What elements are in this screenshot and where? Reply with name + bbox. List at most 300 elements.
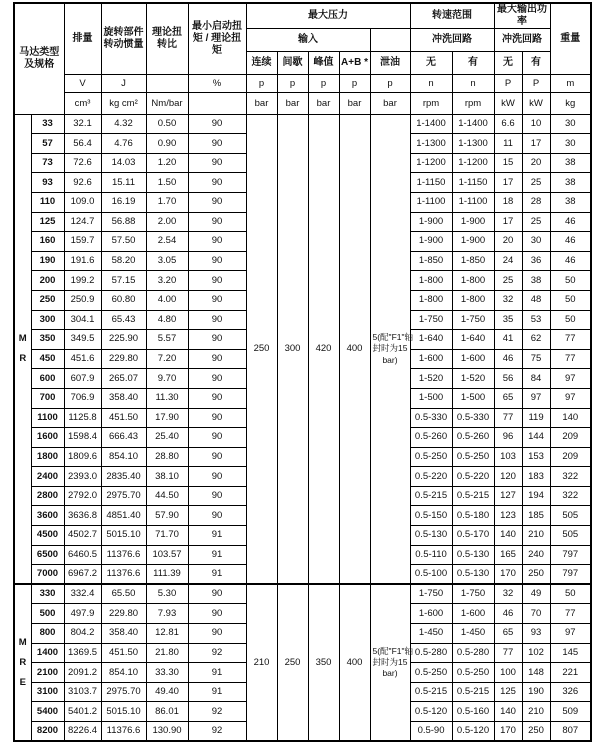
speed-without-flush: 0.5-250 xyxy=(410,663,452,683)
power-with-flush: 28 xyxy=(522,192,550,212)
speed-without-flush: 1-640 xyxy=(410,330,452,350)
model-size: 2400 xyxy=(31,467,64,487)
speed-with-flush: 0.5-215 xyxy=(452,486,494,506)
speed-without-flush: 1-450 xyxy=(410,624,452,644)
speed-with-flush: 0.5-280 xyxy=(452,643,494,663)
unit-cell-2: Nm/bar xyxy=(146,92,188,114)
power-without-flush: 17 xyxy=(494,173,522,193)
power-without-flush: 100 xyxy=(494,663,522,683)
speed-without-flush: 1-600 xyxy=(410,349,452,369)
displacement-value: 199.2 xyxy=(64,271,101,291)
torque-ratio-value: 0.90 xyxy=(146,134,188,154)
header-input: 输入 xyxy=(246,28,370,51)
power-with-flush: 25 xyxy=(522,173,550,193)
header-speed-without-flush: 无 xyxy=(410,51,452,74)
torque-ratio-value: 130.90 xyxy=(146,722,188,742)
speed-without-flush: 0.5-250 xyxy=(410,447,452,467)
power-with-flush: 10 xyxy=(522,114,550,134)
min-start-torque-value: 90 xyxy=(188,251,246,271)
min-start-torque-value: 90 xyxy=(188,212,246,232)
power-without-flush: 170 xyxy=(494,565,522,585)
torque-ratio-value: 44.50 xyxy=(146,486,188,506)
power-with-flush: 210 xyxy=(522,526,550,546)
speed-without-flush: 0.5-280 xyxy=(410,643,452,663)
power-without-flush: 103 xyxy=(494,447,522,467)
displacement-value: 2393.0 xyxy=(64,467,101,487)
symbol-cell-7: p xyxy=(339,74,370,92)
power-without-flush: 17 xyxy=(494,212,522,232)
power-with-flush: 210 xyxy=(522,702,550,722)
displacement-value: 497.9 xyxy=(64,604,101,624)
torque-ratio-value: 1.70 xyxy=(146,192,188,212)
min-start-torque-value: 91 xyxy=(188,663,246,683)
power-with-flush: 97 xyxy=(522,388,550,408)
displacement-value: 349.5 xyxy=(64,330,101,350)
torque-ratio-value: 5.30 xyxy=(146,584,188,604)
power-without-flush: 46 xyxy=(494,349,522,369)
inertia-value: 2975.70 xyxy=(101,486,146,506)
inertia-value: 666.43 xyxy=(101,428,146,448)
power-without-flush: 35 xyxy=(494,310,522,330)
weight-value: 209 xyxy=(550,447,591,467)
torque-ratio-value: 12.81 xyxy=(146,624,188,644)
speed-without-flush: 1-800 xyxy=(410,271,452,291)
header-weight: 重量 xyxy=(550,3,591,74)
power-without-flush: 77 xyxy=(494,643,522,663)
inertia-value: 225.90 xyxy=(101,330,146,350)
inertia-value: 229.80 xyxy=(101,349,146,369)
speed-with-flush: 0.5-180 xyxy=(452,506,494,526)
displacement-value: 109.0 xyxy=(64,192,101,212)
min-start-torque-value: 90 xyxy=(188,349,246,369)
min-start-torque-value: 90 xyxy=(188,467,246,487)
weight-value: 97 xyxy=(550,369,591,389)
symbol-cell-11: P xyxy=(494,74,522,92)
header-drain: 泄油 xyxy=(370,51,410,74)
inertia-value: 854.10 xyxy=(101,447,146,467)
power-with-flush: 48 xyxy=(522,290,550,310)
symbol-cell-9: n xyxy=(410,74,452,92)
min-start-torque-value: 90 xyxy=(188,408,246,428)
pressure-intermittent-MRE: 250 xyxy=(277,584,308,741)
table-body xyxy=(14,114,591,741)
speed-with-flush: 1-520 xyxy=(452,369,494,389)
symbol-cell-5: p xyxy=(277,74,308,92)
weight-value: 30 xyxy=(550,134,591,154)
inertia-value: 451.50 xyxy=(101,643,146,663)
power-with-flush: 84 xyxy=(522,369,550,389)
unit-cell-13: kg xyxy=(550,92,591,114)
header-peak: 峰值 xyxy=(308,51,339,74)
power-with-flush: 49 xyxy=(522,584,550,604)
header-max-pressure: 最大压力 xyxy=(246,3,410,28)
speed-without-flush: 0.5-100 xyxy=(410,565,452,585)
unit-cell-4: bar xyxy=(246,92,277,114)
displacement-value: 2792.0 xyxy=(64,486,101,506)
unit-cell-3 xyxy=(188,92,246,114)
model-size: 4500 xyxy=(31,526,64,546)
model-size: 330 xyxy=(31,584,64,604)
inertia-value: 5015.10 xyxy=(101,702,146,722)
power-with-flush: 194 xyxy=(522,486,550,506)
model-size: 450 xyxy=(31,349,64,369)
power-without-flush: 165 xyxy=(494,545,522,565)
model-size: 350 xyxy=(31,330,64,350)
header-motor-type: 马达类型及规格 xyxy=(14,3,64,114)
power-without-flush: 125 xyxy=(494,682,522,702)
weight-value: 140 xyxy=(550,408,591,428)
min-start-torque-value: 90 xyxy=(188,506,246,526)
min-start-torque-value: 90 xyxy=(188,447,246,467)
speed-with-flush: 1-500 xyxy=(452,388,494,408)
weight-value: 46 xyxy=(550,251,591,271)
pressure-continuous-MRE: 210 xyxy=(246,584,277,741)
min-start-torque-value: 90 xyxy=(188,369,246,389)
weight-value: 77 xyxy=(550,349,591,369)
displacement-value: 804.2 xyxy=(64,624,101,644)
inertia-value: 358.40 xyxy=(101,388,146,408)
header-speed-range: 转速范围 xyxy=(410,3,494,28)
inertia-value: 65.43 xyxy=(101,310,146,330)
power-with-flush: 53 xyxy=(522,310,550,330)
speed-without-flush: 1-1300 xyxy=(410,134,452,154)
speed-without-flush: 1-600 xyxy=(410,604,452,624)
power-with-flush: 30 xyxy=(522,232,550,252)
weight-value: 505 xyxy=(550,526,591,546)
inertia-value: 60.80 xyxy=(101,290,146,310)
model-size: 160 xyxy=(31,232,64,252)
torque-ratio-value: 25.40 xyxy=(146,428,188,448)
header-intermittent: 间歇 xyxy=(277,51,308,74)
speed-without-flush: 0.5-330 xyxy=(410,408,452,428)
header-flush-circuit-speed: 冲洗回路 xyxy=(410,28,494,51)
torque-ratio-value: 7.93 xyxy=(146,604,188,624)
speed-with-flush: 0.5-120 xyxy=(452,722,494,742)
speed-with-flush: 0.5-130 xyxy=(452,545,494,565)
speed-without-flush: 0.5-220 xyxy=(410,467,452,487)
pressure-peak-MR: 420 xyxy=(308,114,339,584)
symbol-cell-3: % xyxy=(188,74,246,92)
power-with-flush: 250 xyxy=(522,565,550,585)
torque-ratio-value: 111.39 xyxy=(146,565,188,585)
speed-without-flush: 0.5-150 xyxy=(410,506,452,526)
unit-cell-0: cm³ xyxy=(64,92,101,114)
inertia-value: 5015.10 xyxy=(101,526,146,546)
inertia-value: 2975.70 xyxy=(101,682,146,702)
speed-with-flush: 1-1100 xyxy=(452,192,494,212)
displacement-value: 191.6 xyxy=(64,251,101,271)
displacement-value: 4502.7 xyxy=(64,526,101,546)
model-size: 8200 xyxy=(31,722,64,742)
inertia-value: 11376.6 xyxy=(101,565,146,585)
speed-without-flush: 1-850 xyxy=(410,251,452,271)
speed-with-flush: 0.5-160 xyxy=(452,702,494,722)
inertia-value: 58.20 xyxy=(101,251,146,271)
torque-ratio-value: 3.20 xyxy=(146,271,188,291)
displacement-value: 2091.2 xyxy=(64,663,101,683)
torque-ratio-value: 3.05 xyxy=(146,251,188,271)
speed-with-flush: 1-1300 xyxy=(452,134,494,154)
section-letter: R xyxy=(19,352,27,364)
torque-ratio-value: 49.40 xyxy=(146,682,188,702)
power-without-flush: 170 xyxy=(494,722,522,742)
symbol-cell-8: p xyxy=(370,74,410,92)
model-size: 1100 xyxy=(31,408,64,428)
min-start-torque-value: 90 xyxy=(188,604,246,624)
torque-ratio-value: 11.30 xyxy=(146,388,188,408)
speed-with-flush: 0.5-130 xyxy=(452,565,494,585)
weight-value: 38 xyxy=(550,153,591,173)
section-letter: M xyxy=(18,333,27,345)
weight-value: 322 xyxy=(550,467,591,487)
inertia-value: 14.03 xyxy=(101,153,146,173)
speed-with-flush: 1-800 xyxy=(452,290,494,310)
power-without-flush: 120 xyxy=(494,467,522,487)
model-size: 6500 xyxy=(31,545,64,565)
displacement-value: 607.9 xyxy=(64,369,101,389)
section-letter: E xyxy=(19,676,26,688)
min-start-torque-value: 90 xyxy=(188,192,246,212)
speed-without-flush: 1-900 xyxy=(410,212,452,232)
torque-ratio-value: 7.20 xyxy=(146,349,188,369)
weight-value: 50 xyxy=(550,310,591,330)
speed-without-flush: 0.5-130 xyxy=(410,526,452,546)
weight-value: 97 xyxy=(550,624,591,644)
displacement-value: 304.1 xyxy=(64,310,101,330)
power-with-flush: 62 xyxy=(522,330,550,350)
model-size: 2100 xyxy=(31,663,64,683)
power-without-flush: 56 xyxy=(494,369,522,389)
weight-value: 50 xyxy=(550,584,591,604)
power-without-flush: 18 xyxy=(494,192,522,212)
section-label-MRE xyxy=(14,584,31,741)
model-size: 93 xyxy=(31,173,64,193)
displacement-value: 6967.2 xyxy=(64,565,101,585)
weight-value: 326 xyxy=(550,682,591,702)
torque-ratio-value: 71.70 xyxy=(146,526,188,546)
header-torque-ratio: 理论扭转比 xyxy=(146,3,188,74)
model-size: 1800 xyxy=(31,447,64,467)
speed-with-flush: 0.5-220 xyxy=(452,467,494,487)
speed-without-flush: 0.5-110 xyxy=(410,545,452,565)
weight-value: 77 xyxy=(550,604,591,624)
inertia-value: 229.80 xyxy=(101,604,146,624)
header-power-without-flush: 无 xyxy=(494,51,522,74)
displacement-value: 6460.5 xyxy=(64,545,101,565)
table-row-MRE-330 xyxy=(14,584,591,604)
speed-without-flush: 0.5-90 xyxy=(410,722,452,742)
model-size: 800 xyxy=(31,624,64,644)
model-size: 1600 xyxy=(31,428,64,448)
torque-ratio-value: 21.80 xyxy=(146,643,188,663)
speed-with-flush: 0.5-260 xyxy=(452,428,494,448)
pressure-intermittent-MR: 300 xyxy=(277,114,308,584)
power-without-flush: 15 xyxy=(494,153,522,173)
min-start-torque-value: 90 xyxy=(188,173,246,193)
torque-ratio-value: 2.00 xyxy=(146,212,188,232)
displacement-value: 3636.8 xyxy=(64,506,101,526)
model-size: 73 xyxy=(31,153,64,173)
speed-with-flush: 1-1400 xyxy=(452,114,494,134)
power-without-flush: 127 xyxy=(494,486,522,506)
header-inertia: 旋转部件转动惯量 xyxy=(101,3,146,74)
speed-without-flush: 1-1150 xyxy=(410,173,452,193)
min-start-torque-value: 92 xyxy=(188,643,246,663)
inertia-value: 2835.40 xyxy=(101,467,146,487)
symbol-cell-12: P xyxy=(522,74,550,92)
speed-with-flush: 1-900 xyxy=(452,232,494,252)
inertia-value: 65.50 xyxy=(101,584,146,604)
inertia-value: 57.15 xyxy=(101,271,146,291)
model-size: 700 xyxy=(31,388,64,408)
weight-value: 221 xyxy=(550,663,591,683)
model-size: 5400 xyxy=(31,702,64,722)
power-without-flush: 32 xyxy=(494,290,522,310)
model-size: 190 xyxy=(31,251,64,271)
inertia-value: 11376.6 xyxy=(101,545,146,565)
inertia-value: 451.50 xyxy=(101,408,146,428)
speed-with-flush: 1-900 xyxy=(452,212,494,232)
power-with-flush: 70 xyxy=(522,604,550,624)
speed-without-flush: 1-800 xyxy=(410,290,452,310)
header-a-plus-b: A+B * xyxy=(339,51,370,74)
speed-without-flush: 1-1400 xyxy=(410,114,452,134)
speed-without-flush: 1-1100 xyxy=(410,192,452,212)
torque-ratio-value: 9.70 xyxy=(146,369,188,389)
power-with-flush: 250 xyxy=(522,722,550,742)
inertia-value: 11376.6 xyxy=(101,722,146,742)
model-size: 57 xyxy=(31,134,64,154)
power-with-flush: 240 xyxy=(522,545,550,565)
torque-ratio-value: 57.90 xyxy=(146,506,188,526)
speed-with-flush: 0.5-250 xyxy=(452,663,494,683)
inertia-value: 358.40 xyxy=(101,624,146,644)
min-start-torque-value: 90 xyxy=(188,624,246,644)
speed-without-flush: 1-500 xyxy=(410,388,452,408)
speed-with-flush: 0.5-170 xyxy=(452,526,494,546)
header-continuous: 连续 xyxy=(246,51,277,74)
model-size: 300 xyxy=(31,310,64,330)
weight-value: 38 xyxy=(550,192,591,212)
power-without-flush: 140 xyxy=(494,702,522,722)
displacement-value: 1598.4 xyxy=(64,428,101,448)
weight-value: 322 xyxy=(550,486,591,506)
header-speed-with-flush: 有 xyxy=(452,51,494,74)
speed-with-flush: 1-450 xyxy=(452,624,494,644)
min-start-torque-value: 90 xyxy=(188,388,246,408)
speed-with-flush: 1-600 xyxy=(452,349,494,369)
unit-cell-7: bar xyxy=(339,92,370,114)
power-with-flush: 119 xyxy=(522,408,550,428)
power-with-flush: 190 xyxy=(522,682,550,702)
motor-spec-table xyxy=(13,2,592,742)
power-with-flush: 17 xyxy=(522,134,550,154)
model-size: 600 xyxy=(31,369,64,389)
displacement-value: 1125.8 xyxy=(64,408,101,428)
speed-with-flush: 1-1200 xyxy=(452,153,494,173)
torque-ratio-value: 0.50 xyxy=(146,114,188,134)
symbol-cell-0: V xyxy=(64,74,101,92)
model-size: 200 xyxy=(31,271,64,291)
min-start-torque-value: 90 xyxy=(188,153,246,173)
weight-value: 77 xyxy=(550,330,591,350)
weight-value: 807 xyxy=(550,722,591,742)
weight-value: 30 xyxy=(550,114,591,134)
header-displacement: 排量 xyxy=(64,3,101,74)
inertia-value: 854.10 xyxy=(101,663,146,683)
model-size: 110 xyxy=(31,192,64,212)
speed-with-flush: 1-600 xyxy=(452,604,494,624)
section-letter: R xyxy=(19,656,27,668)
torque-ratio-value: 17.90 xyxy=(146,408,188,428)
speed-without-flush: 1-1200 xyxy=(410,153,452,173)
speed-without-flush: 1-750 xyxy=(410,584,452,604)
torque-ratio-value: 86.01 xyxy=(146,702,188,722)
torque-ratio-value: 1.20 xyxy=(146,153,188,173)
min-start-torque-value: 90 xyxy=(188,232,246,252)
header-flush-circuit-power: 冲洗回路 xyxy=(494,28,550,51)
min-start-torque-value: 90 xyxy=(188,330,246,350)
symbol-cell-13: m xyxy=(550,74,591,92)
weight-value: 509 xyxy=(550,702,591,722)
speed-without-flush: 1-520 xyxy=(410,369,452,389)
min-start-torque-value: 90 xyxy=(188,310,246,330)
weight-value: 50 xyxy=(550,271,591,291)
header-min-start-torque: 最小启动扭矩 / 理论扭矩 xyxy=(188,3,246,74)
speed-with-flush: 0.5-330 xyxy=(452,408,494,428)
symbol-cell-10: n xyxy=(452,74,494,92)
weight-value: 46 xyxy=(550,212,591,232)
power-with-flush: 153 xyxy=(522,447,550,467)
min-start-torque-value: 92 xyxy=(188,702,246,722)
unit-cell-8: bar xyxy=(370,92,410,114)
model-size: 3600 xyxy=(31,506,64,526)
min-start-torque-value: 90 xyxy=(188,428,246,448)
torque-ratio-value: 33.30 xyxy=(146,663,188,683)
torque-ratio-value: 2.54 xyxy=(146,232,188,252)
model-size: 33 xyxy=(31,114,64,134)
power-without-flush: 65 xyxy=(494,388,522,408)
power-with-flush: 102 xyxy=(522,643,550,663)
displacement-value: 1369.5 xyxy=(64,643,101,663)
power-with-flush: 93 xyxy=(522,624,550,644)
min-start-torque-value: 91 xyxy=(188,545,246,565)
inertia-value: 265.07 xyxy=(101,369,146,389)
speed-without-flush: 1-900 xyxy=(410,232,452,252)
power-with-flush: 36 xyxy=(522,251,550,271)
power-without-flush: 65 xyxy=(494,624,522,644)
speed-without-flush: 1-750 xyxy=(410,310,452,330)
power-without-flush: 41 xyxy=(494,330,522,350)
weight-value: 797 xyxy=(550,565,591,585)
symbol-cell-2 xyxy=(146,74,188,92)
speed-with-flush: 1-640 xyxy=(452,330,494,350)
power-with-flush: 185 xyxy=(522,506,550,526)
unit-cell-6: bar xyxy=(308,92,339,114)
unit-cell-1: kg cm² xyxy=(101,92,146,114)
displacement-value: 92.6 xyxy=(64,173,101,193)
min-start-torque-value: 91 xyxy=(188,682,246,702)
weight-value: 38 xyxy=(550,173,591,193)
power-without-flush: 77 xyxy=(494,408,522,428)
displacement-value: 8226.4 xyxy=(64,722,101,742)
pressure-a-plus-b-MRE: 400 xyxy=(339,584,370,741)
power-without-flush: 6.6 xyxy=(494,114,522,134)
drain-note-MR: 5(配"F1"轴封时为15 bar) xyxy=(370,114,410,584)
symbol-cell-1: J xyxy=(101,74,146,92)
min-start-torque-value: 90 xyxy=(188,584,246,604)
header-max-output-power: 最大输出功率 xyxy=(494,3,550,28)
